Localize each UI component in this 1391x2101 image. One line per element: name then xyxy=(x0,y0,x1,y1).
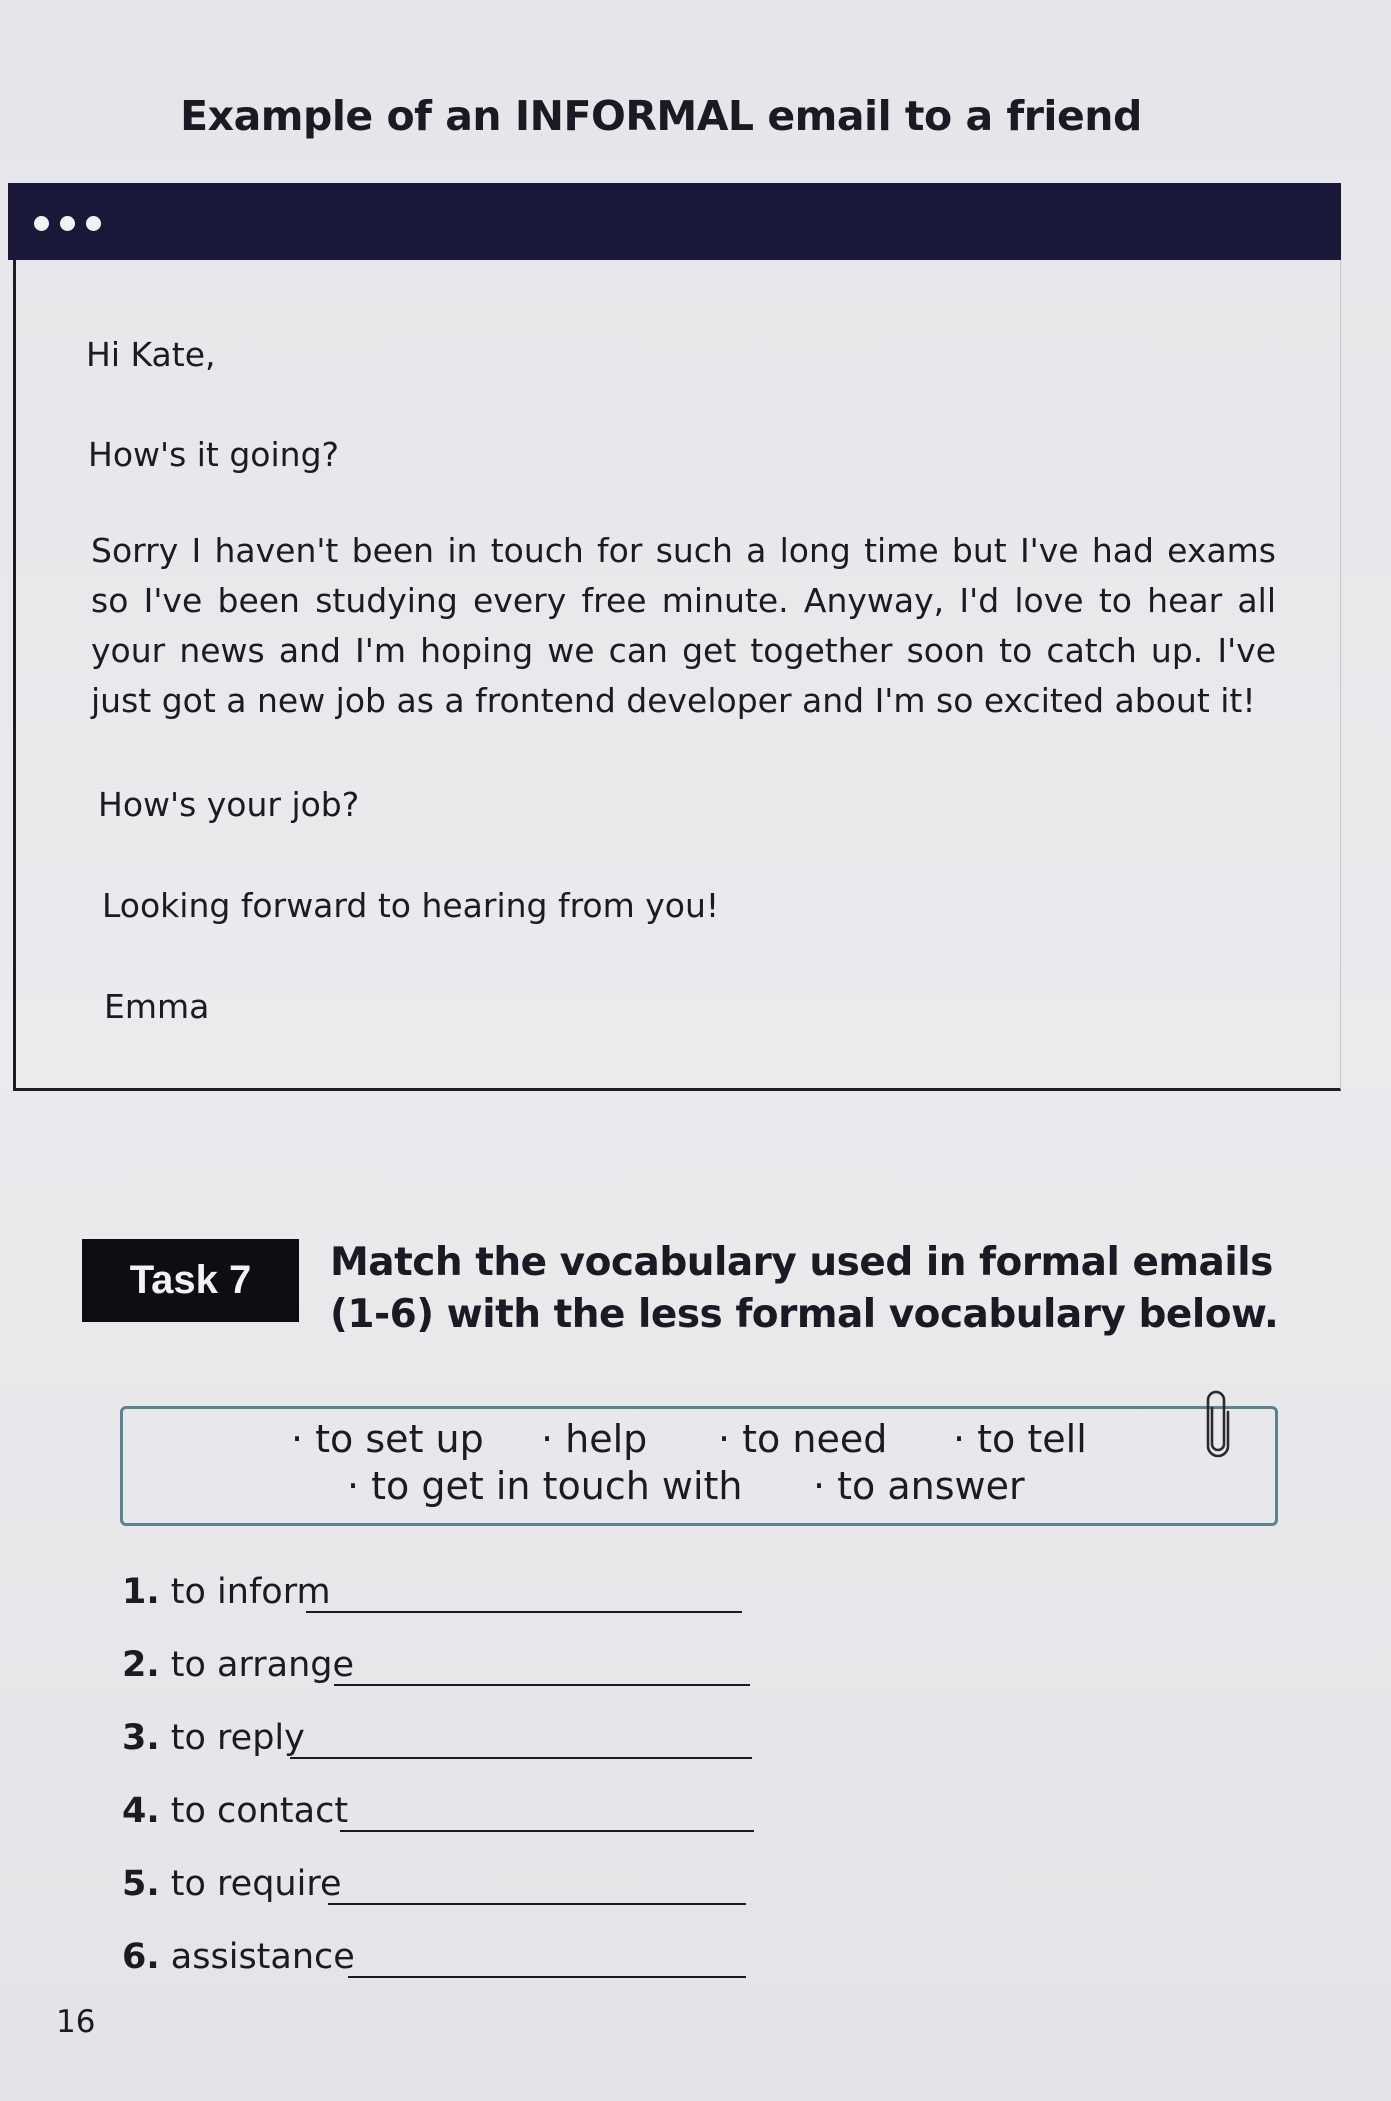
answer-blank[interactable] xyxy=(290,1757,752,1759)
item-word: to require xyxy=(170,1864,342,1904)
email-question: How's your job? xyxy=(98,785,360,824)
exercise-item xyxy=(122,1864,342,1912)
answer-blank[interactable] xyxy=(348,1976,746,1978)
item-word: to inform xyxy=(170,1572,331,1612)
exercise-item xyxy=(122,1718,305,1766)
window-dot-icon xyxy=(86,216,101,231)
item-number: 3. xyxy=(122,1718,160,1758)
answer-blank[interactable] xyxy=(334,1684,750,1686)
word-bank-item: · to set up xyxy=(291,1417,484,1461)
email-titlebar xyxy=(8,183,1341,260)
exercise-item xyxy=(122,1572,331,1620)
exercise-item xyxy=(122,1645,354,1693)
email-window xyxy=(8,183,1341,1091)
page-number: 16 xyxy=(56,2004,96,2040)
item-number: 5. xyxy=(122,1864,160,1904)
exercise-item xyxy=(122,1791,348,1839)
item-word: to arrange xyxy=(170,1645,355,1685)
word-bank-item: · to get in touch with xyxy=(347,1464,743,1508)
item-number: 4. xyxy=(122,1791,160,1831)
word-bank-item: · to need xyxy=(718,1417,888,1461)
window-dot-icon xyxy=(60,216,75,231)
task-instruction-line: Match the vocabulary used in formal emails xyxy=(330,1240,1273,1285)
email-opening: How's it going? xyxy=(88,435,340,474)
email-signature: Emma xyxy=(104,987,210,1026)
task-instruction xyxy=(330,1237,1310,1341)
email-body xyxy=(13,260,1341,1091)
task-badge: Task 7 xyxy=(82,1239,299,1322)
item-number: 1. xyxy=(122,1572,160,1612)
word-bank-item: · to tell xyxy=(953,1417,1087,1461)
page-title: Example of an INFORMAL email to a friend xyxy=(180,92,1142,140)
word-bank-item: · help xyxy=(541,1417,648,1461)
item-word: assistance xyxy=(170,1937,355,1977)
item-number: 6. xyxy=(122,1937,160,1977)
paperclip-icon xyxy=(1204,1390,1232,1458)
word-bank-box xyxy=(120,1406,1278,1526)
window-dot-icon xyxy=(34,216,49,231)
answer-blank[interactable] xyxy=(340,1830,754,1832)
email-closing: Looking forward to hearing from you! xyxy=(102,886,720,925)
email-paragraph: Sorry I haven't been in touch for such a long time but I've had exams so I've been studying every free minute. Anyway, I'd love to hear all your news and I'm hoping we can get together soon to catch up. I've just got a new job as a frontend developer and I'm so excited about it! xyxy=(91,531,1276,720)
answer-blank[interactable] xyxy=(328,1903,746,1905)
word-bank-item: · to answer xyxy=(813,1464,1025,1508)
email-greeting: Hi Kate, xyxy=(86,335,216,374)
exercise-item xyxy=(122,1937,355,1985)
item-word: to reply xyxy=(170,1718,305,1758)
item-word: to contact xyxy=(170,1791,349,1831)
item-number: 2. xyxy=(122,1645,160,1685)
task-instruction-line: (1-6) with the less formal vocabulary below. xyxy=(330,1292,1279,1337)
answer-blank[interactable] xyxy=(306,1611,742,1613)
